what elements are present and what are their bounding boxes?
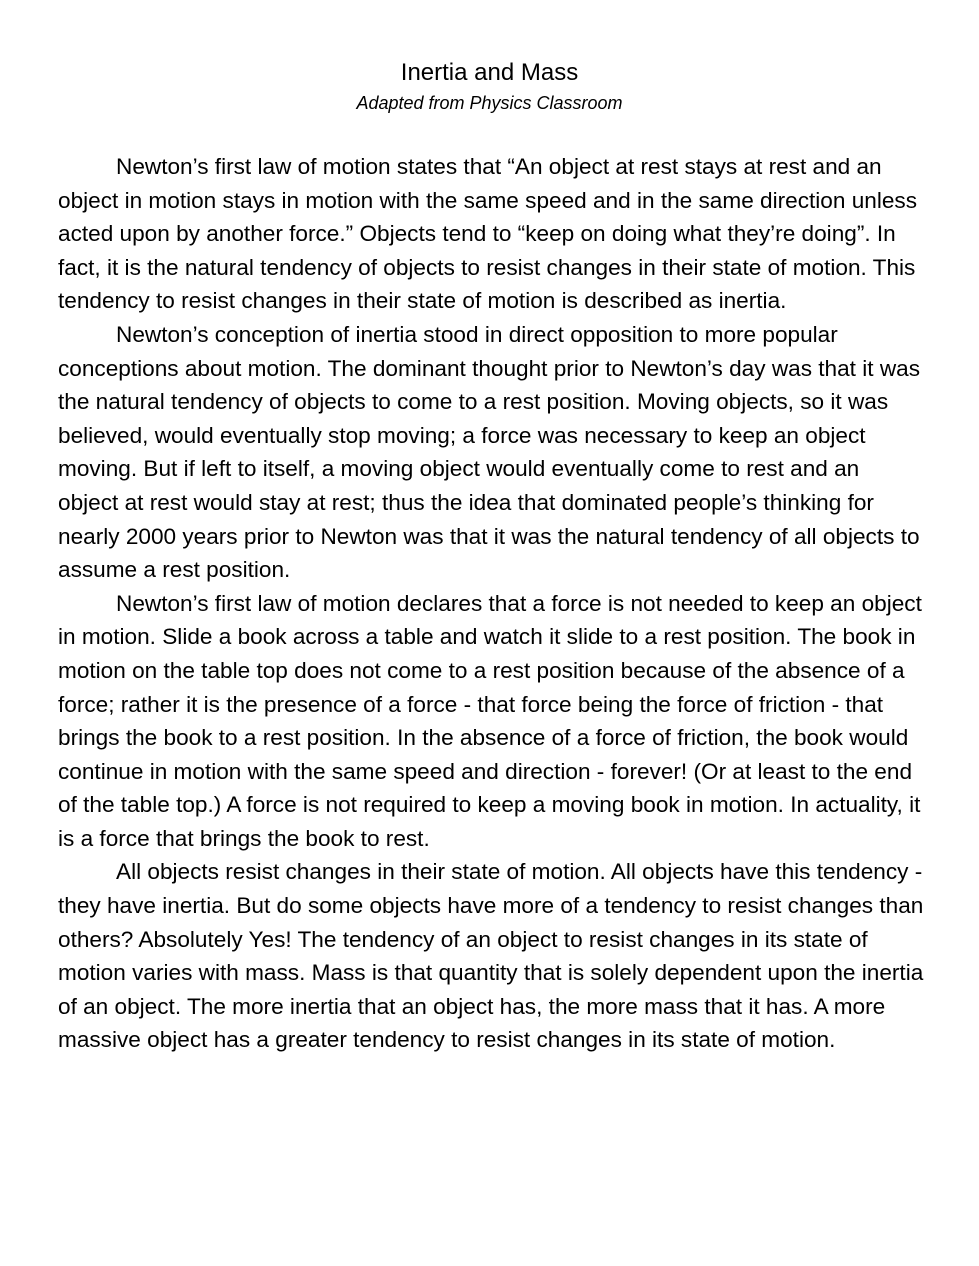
paragraph-4: All objects resist changes in their state of motion. All objects have this tendency - they have inertia. But do some objects have more of a tendency to resist changes than others? Absolutely Yes! The tendency of an object to resist changes in its state of motion varies with mass. Mass is that quantity that is solely dependent upon the inertia of an object. The more inertia that an object has, the more mass that it has. A more massive object has a greater tendency to resist changes in its state of motion. — [58, 859, 924, 1053]
paragraph-3: Newton’s first law of motion declares that a force is not needed to keep an object in motion. Slide a book across a table and watch it slide to a rest position. The book in motion on the table top does not come to a rest position because of the absence of a force; rather it is the presence of a force - that force being the force of friction - that brings the book to a rest position. In the absence of a force of friction, the book would continue in motion with the same speed and direction - forever! (Or at least to the end of the table top.) A force is not required to keep a moving book in motion. In actuality, it is a force that brings the book to rest. — [58, 590, 922, 851]
paragraph-1: Newton’s first law of motion states that “An object at rest stays at rest and an object in motion stays in motion with the same speed and in the same direction unless acted upon by another force.” Objects tend to “keep on doing what they’re doing”. In fact, it is the natural tendency of objects to resist changes in their state of motion. This tendency to resist changes in their state of motion is described as inertia. — [58, 154, 918, 314]
document-body — [58, 150, 924, 1057]
page-title: Inertia and Mass — [400, 59, 579, 86]
page-subtitle: Adapted from Physics Classroom — [356, 93, 623, 113]
paragraph-2: Newton’s conception of inertia stood in direct opposition to more popular conceptions about motion. The dominant thought prior to Newton’s day was that it was the natural tendency of objects to come to a rest position. Moving objects, so it was believed, would eventually stop moving; a force was necessary to keep an object moving. But if left to itself, a moving object would eventually come to rest and an object at rest would stay at rest; thus the idea that dominated people’s thinking for nearly 2000 years prior to Newton was that it was the natural tendency of all objects to assume a rest position. — [58, 321, 920, 583]
